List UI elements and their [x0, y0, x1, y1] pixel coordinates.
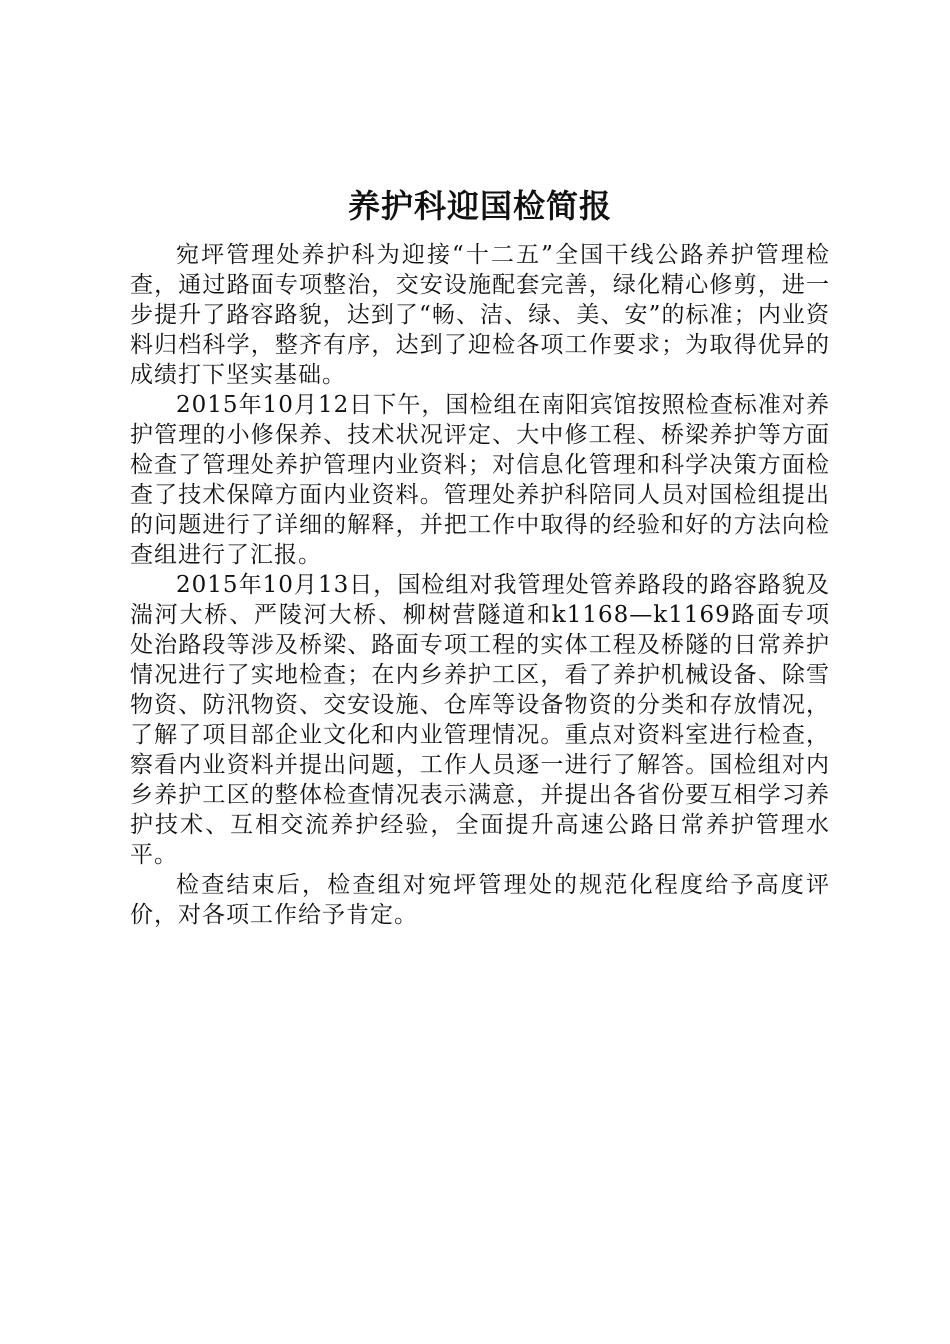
paragraph-oct-13: 2015年10月13日，国检组对我管理处管养路段的路容路貌及湍河大桥、严陵河大桥、柳树营隧道和k1168—k1169路面专项处治路段等涉及桥梁、路面专项工程的实体工程及桥隧的日常养护情况进行了实地检查；在内乡养护工区，看了养护机械设备、除雪物资、防汛物资、交安设施、仓库等设备物资的分类和存放情况，了解了项目部企业文化和内业管理情况。重点对资料室进行检查，察看内业资料并提出问题，工作人员逐一进行了解答。国检组对内乡养护工区的整体检查情况表示满意，并提出各省份要互相学习养护技术、互相交流养护经验，全面提升高速公路日常养护管理水平。	[130, 572, 830, 868]
paragraph-oct-12: 2015年10月12日下午，国检组在南阳宾馆按照检查标准对养护管理的小修保养、技术状况评定、大中修工程、桥梁养护等方面检查了管理处养护管理内业资料；对信息化管理和科学决策方面检查了技术保障方面内业资料。管理处养护科陪同人员对国检组提出的问题进行了详细的解释，并把工作中取得的经验和好的方法向检查组进行了汇报。	[130, 392, 830, 568]
paragraph-conclusion: 检查结束后，检查组对宛坪管理处的规范化程度给予高度评价，对各项工作给予肯定。	[130, 872, 830, 928]
document-title: 养护科迎国检简报	[347, 187, 612, 225]
paragraph-intro: 宛坪管理处养护科为迎接“十二五”全国干线公路养护管理检查，通过路面专项整治，交安设施配套完善，绿化精心修剪，进一步提升了路容路貌，达到了“畅、洁、绿、美、安”的标准；内业资料归档科学，整齐有序，达到了迎检各项工作要求；为取得优异的成绩打下坚实基础。	[130, 242, 830, 388]
document-body	[130, 180, 830, 930]
